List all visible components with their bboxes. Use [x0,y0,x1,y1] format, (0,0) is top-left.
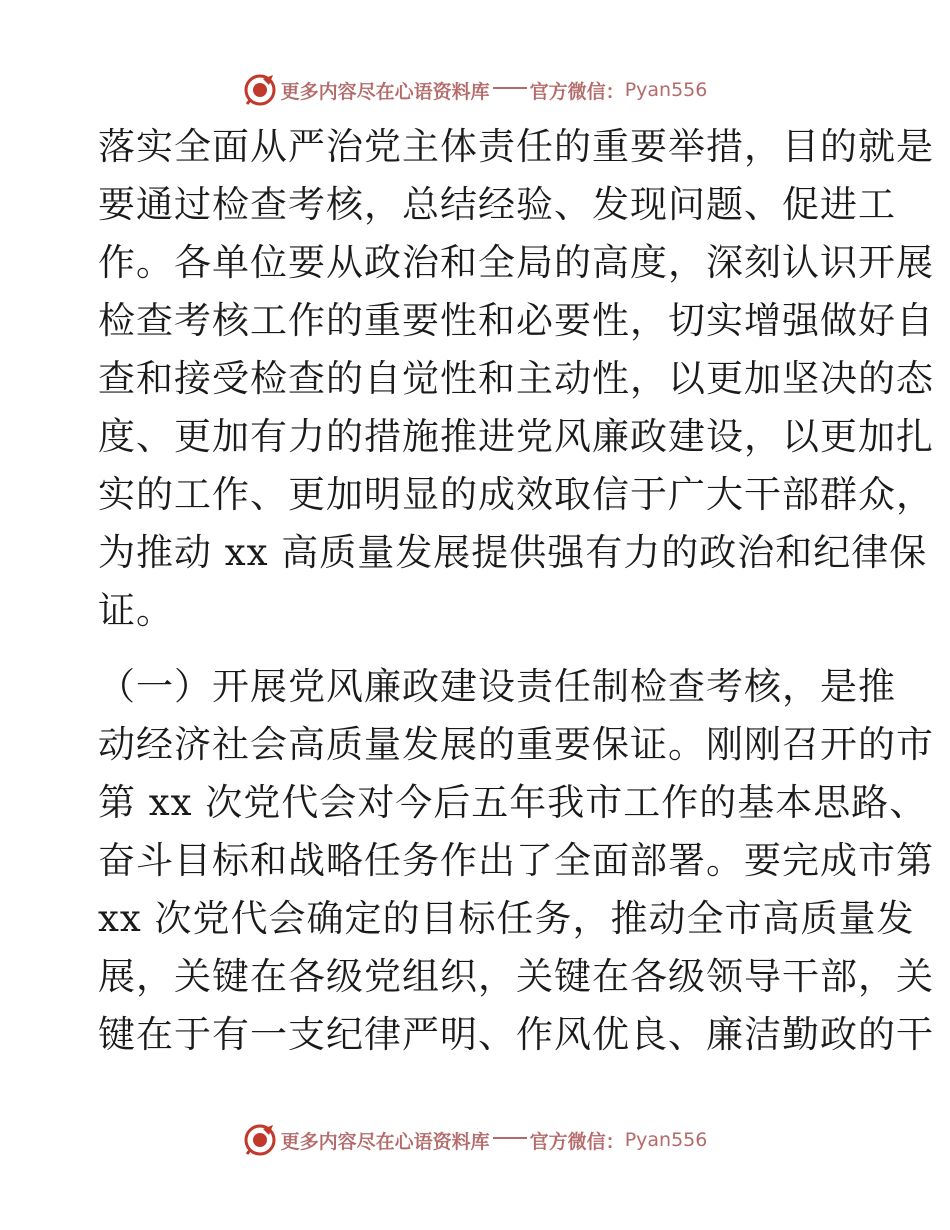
logo-icon [243,1123,277,1157]
banner-wechat-id: Pyan556 [624,79,708,101]
header-banner [0,70,950,110]
banner-wechat-label: 官方微信： [529,80,625,103]
text-line: 作。各单位要从政治和全局的高度，深刻认识开展 [98,241,934,284]
paragraph-2 [98,658,934,1064]
banner-wechat-label: 官方微信： [529,1130,625,1153]
text-line: xx 次党代会确定的目标任务，推动全市高质量发 [98,897,915,940]
paragraph-1 [98,118,934,640]
text-line: （一）开展党风廉政建设责任制检查考核，是推 [98,665,896,708]
text-line: 奋斗目标和战略任务作出了全面部署。要完成市第 [98,839,934,882]
text-line: 度、更加有力的措施推进党风廉政建设，以更加扎 [98,415,934,458]
text-line: 键在于有一支纪律严明、作风优良、廉洁勤政的干 [98,1013,934,1056]
paragraph-gap [98,640,858,658]
banner-site-text: 更多内容尽在心语资料库 [280,80,490,103]
document-body [98,118,934,1064]
text-line: 动经济社会高质量发展的重要保证。刚刚召开的市 [98,723,934,766]
text-line: 第 xx 次党代会对今后五年我市工作的基本思路、 [98,781,928,824]
text-line: 落实全面从严治党主体责任的重要举措，目的就是 [98,125,934,168]
text-line: 展，关键在各级党组织，关键在各级领导干部，关 [98,955,934,998]
banner-dash [493,87,527,89]
text-line: 为推动 xx 高质量发展提供强有力的政治和纪律保 [98,531,928,574]
text-line: 实的工作、更加明显的成效取信于广大干部群众， [98,473,934,516]
footer-banner [0,1120,950,1160]
banner-dash [493,1137,527,1139]
logo-icon [243,73,277,107]
text-line: 证。 [98,589,174,632]
banner-wechat-id: Pyan556 [624,1129,708,1151]
text-line: 查和接受检查的自觉性和主动性，以更加坚决的态 [98,357,934,400]
banner-site-text: 更多内容尽在心语资料库 [280,1130,490,1153]
text-line: 要通过检查考核，总结经验、发现问题、促进工 [98,183,896,226]
text-line: 检查考核工作的重要性和必要性，切实增强做好自 [98,299,934,342]
